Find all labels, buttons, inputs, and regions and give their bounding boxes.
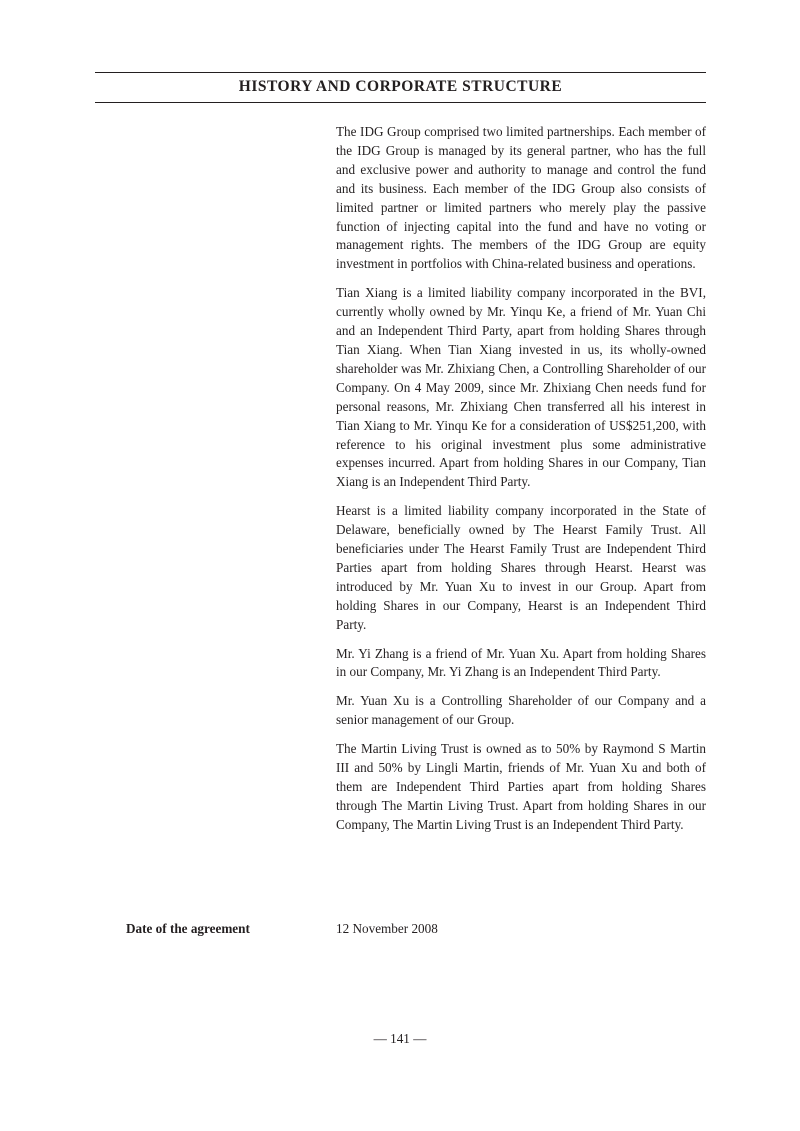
paragraph-yuan-xu: Mr. Yuan Xu is a Controlling Shareholder of our Company and a senior management of our Group.	[336, 693, 706, 728]
paragraph-yi-zhang: Mr. Yi Zhang is a friend of Mr. Yuan Xu. Apart from holding Shares in our Company, Mr. Yi Zhang is an Independent Third Party.	[336, 645, 706, 680]
page-title: HISTORY AND CORPORATE STRUCTURE	[238, 78, 563, 95]
paragraph-martin-living-trust: The Martin Living Trust is owned as to 50% by Raymond S Martin III and 50% by Lingli Martin, friends of Mr. Yuan Xu and both of them are Independent Third Parties apart from holding Shares through The Martin Living Trust. Apart from holding Shares in our Company, The Martin Living Trust is an Independent Third Party.	[336, 741, 706, 832]
agreement-date-label: Date of the agreement	[126, 921, 250, 936]
header-top-rule	[95, 72, 706, 73]
paragraph-hearst: Hearst is a limited liability company incorporated in the State of Delaware, beneficially owned by The Hearst Family Trust. All beneficiaries under The Hearst Family Trust are Independent Third Parties apart from holding Shares through Hearst. Hearst was introduced by Mr. Yuan Xu to invest in our Group. Apart from holding Shares in our Company, Hearst is an Independent Third Party.	[336, 503, 706, 632]
header-bottom-rule	[95, 102, 706, 103]
body-text	[336, 123, 706, 845]
paragraph-idg-group: The IDG Group comprised two limited partnerships. Each member of the IDG Group is managed by its general partner, who has the full and exclusive power and authority to manage and control the fund and its business. Each member of the IDG Group also consists of limited partner or limited partners who merely play the passive function of injecting capital into the fund and have no voting or management rights. The members of the IDG Group are equity investment in portfolios with China-related business and operations.	[336, 124, 706, 272]
page-number: — 141 —	[373, 1031, 427, 1046]
paragraph-tian-xiang: Tian Xiang is a limited liability company incorporated in the BVI, currently wholly owned by Mr. Yinqu Ke, a friend of Mr. Yuan Chi and an Independent Third Party, apart from holding Shares through Tian Xiang. When Tian Xiang invested in us, its wholly-owned shareholder was Mr. Zhixiang Chen, a Controlling Shareholder of our Company. On 4 May 2009, since Mr. Zhixiang Chen needs fund for personal reasons, Mr. Zhixiang Chen transferred all his interest in Tian Xiang to Mr. Yinqu Ke for a consideration of US$251,200, with reference to his original investment plus some administrative expenses incurred. Apart from holding Shares in our Company, Tian Xiang is an Independent Third Party.	[336, 285, 706, 490]
agreement-date-value: 12 November 2008	[336, 921, 438, 936]
